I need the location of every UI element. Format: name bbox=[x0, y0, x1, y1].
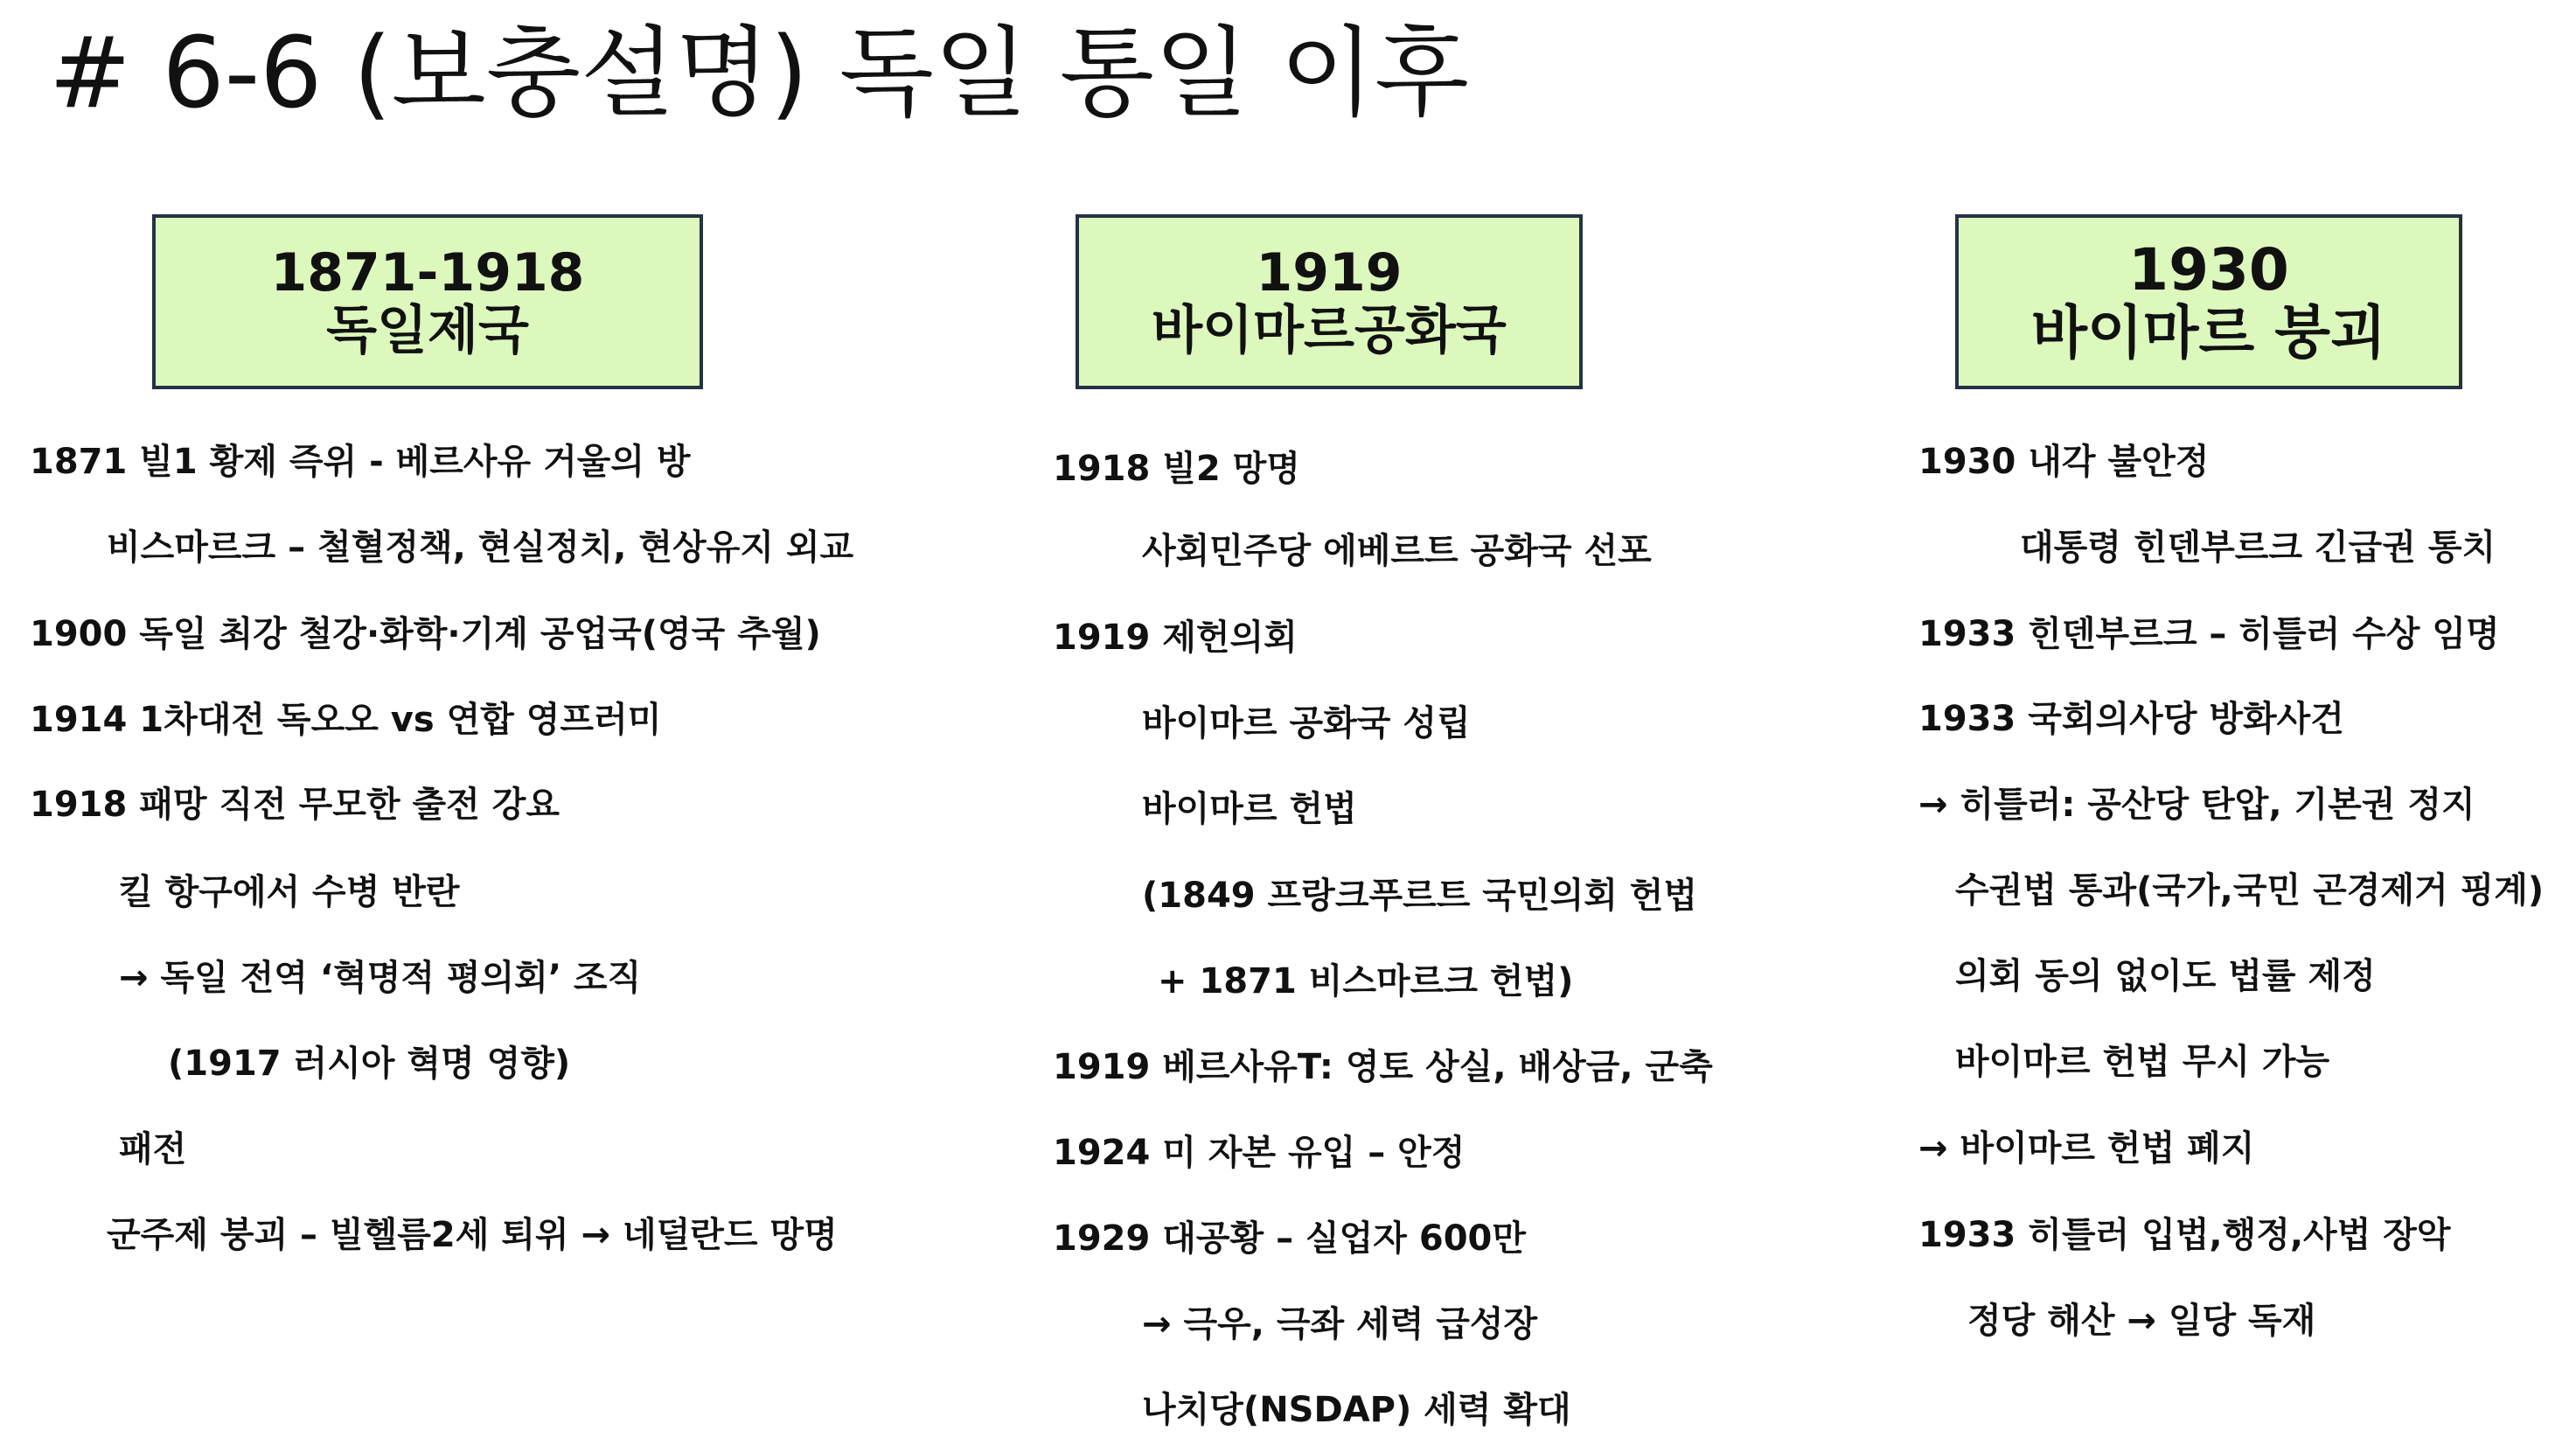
timeline-line: 킬 항구에서 수병 반란 bbox=[119, 872, 460, 912]
timeline-line: 1933 국회의사당 방화사건 bbox=[1918, 699, 2344, 739]
timeline-line: 나치당(NSDAP) 세력 확대 bbox=[1142, 1390, 1571, 1430]
timeline-line: 군주제 붕괴 – 빌헬름2세 퇴위 → 네덜란드 망명 bbox=[107, 1215, 838, 1255]
timeline-line: 사회민주당 에베르트 공화국 선포 bbox=[1142, 531, 1652, 571]
timeline-line: 1930 내각 불안정 bbox=[1918, 442, 2210, 482]
timeline-line: 1914 1차대전 독오오 vs 연합 영프러미 bbox=[30, 700, 662, 740]
timeline-line: 1919 베르사유T: 영토 상실, 배상금, 군축 bbox=[1053, 1047, 1713, 1087]
timeline-line: 수권법 통과(국가,국민 곤경제거 핑계) bbox=[1955, 870, 2545, 911]
timeline-line: 1933 히틀러 입법,행정,사법 장악 bbox=[1918, 1215, 2451, 1255]
era-box-name: 독일제국 bbox=[326, 300, 529, 361]
timeline-line: 1933 힌덴부르크 – 히틀러 수상 임명 bbox=[1918, 614, 2500, 654]
timeline-line: 대통령 힌덴부르크 긴급권 통치 bbox=[2020, 527, 2496, 568]
timeline-line: → 히틀러: 공산당 탄압, 기본권 정지 bbox=[1918, 785, 2475, 825]
timeline-line: 의회 동의 없이도 법률 제정 bbox=[1955, 956, 2376, 996]
timeline-line: 1918 빌2 망명 bbox=[1053, 449, 1300, 489]
timeline-line: 1900 독일 최강 철강·화학·기계 공업국(영국 추월) bbox=[30, 614, 821, 654]
timeline-line: → 독일 전역 ‘혁명적 평의회’ 조직 bbox=[119, 958, 642, 998]
timeline-line: 1929 대공황 – 실업자 600만 bbox=[1053, 1218, 1527, 1259]
timeline-line: → 극우, 극좌 세력 급성장 bbox=[1142, 1304, 1538, 1344]
timeline-line: 바이마르 헌법 무시 가능 bbox=[1955, 1042, 2330, 1082]
era-box-year: 1871-1918 bbox=[270, 242, 585, 304]
timeline-line: 바이마르 헌법 bbox=[1142, 789, 1357, 829]
timeline-line: 정당 해산 → 일당 독재 bbox=[1967, 1301, 2316, 1341]
page-title: # 6-6 (보충설명) 독일 통일 이후 bbox=[49, 17, 1470, 130]
timeline-line: → 바이마르 헌법 폐지 bbox=[1918, 1128, 2255, 1169]
timeline-line: 비스마르크 – 철혈정책, 현실정치, 현상유지 외교 bbox=[107, 527, 854, 568]
timeline-line: 바이마르 공화국 성립 bbox=[1142, 703, 1471, 743]
timeline-line: 1871 빌1 황제 즉위 - 베르사유 거울의 방 bbox=[30, 442, 691, 482]
era-box-german-empire bbox=[152, 214, 703, 389]
timeline-line: (1849 프랑크푸르트 국민의회 헌법 bbox=[1142, 876, 1698, 916]
era-box-year: 1919 bbox=[1256, 242, 1403, 304]
era-box-weimar-collapse bbox=[1955, 214, 2462, 389]
timeline-line: (1917 러시아 혁명 영향) bbox=[168, 1044, 571, 1084]
timeline-line: 패전 bbox=[119, 1129, 187, 1169]
era-box-name: 바이마르 붕괴 bbox=[2031, 299, 2386, 366]
timeline-line: + 1871 비스마르크 헌법) bbox=[1158, 961, 1574, 1002]
timeline-line: 1919 제헌의회 bbox=[1053, 618, 1298, 658]
timeline-line: 1918 패망 직전 무모한 출전 강요 bbox=[30, 785, 560, 825]
era-box-name: 바이마르공화국 bbox=[1152, 300, 1507, 361]
era-box-weimar-republic bbox=[1076, 214, 1583, 389]
timeline-line: 1924 미 자본 유입 – 안정 bbox=[1053, 1133, 1466, 1173]
era-box-year: 1930 bbox=[2128, 236, 2289, 304]
